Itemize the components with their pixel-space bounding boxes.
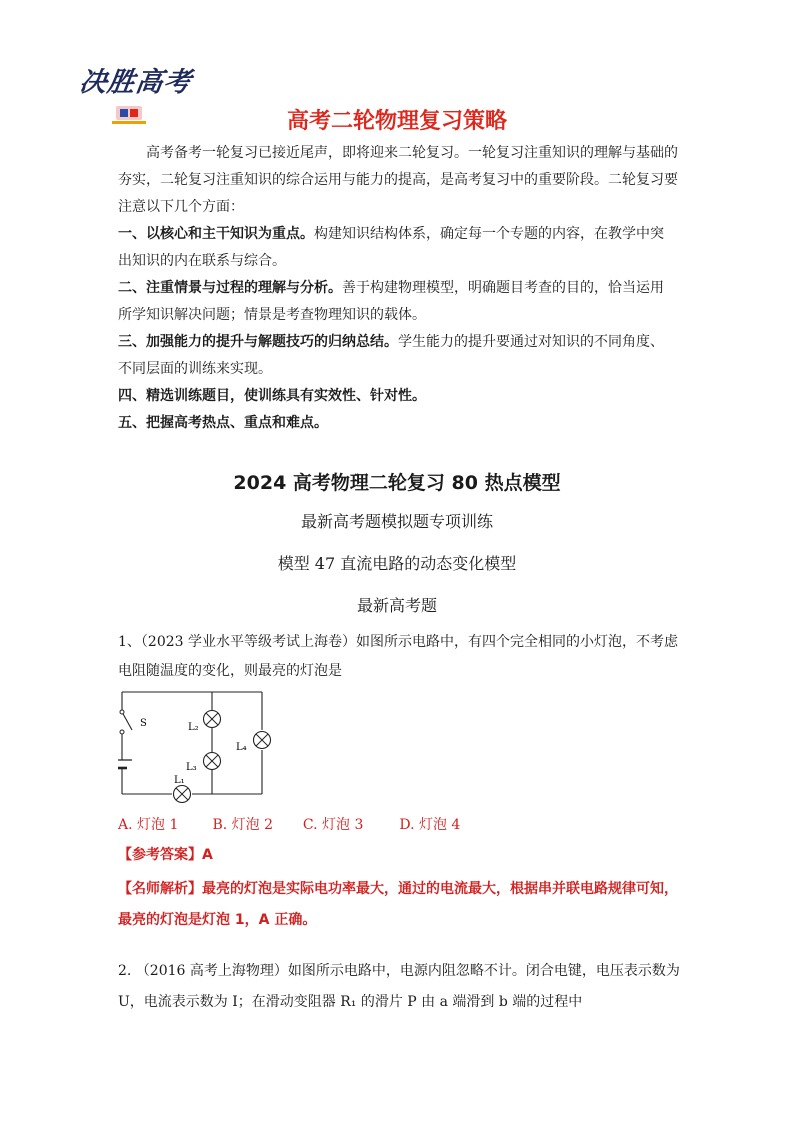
point-2-cont: 所学知识解决问题；情景是考查物理知识的载体。 xyxy=(118,307,426,323)
switch-icon xyxy=(120,710,124,714)
point-3-cont: 不同层面的训练来实现。 xyxy=(118,361,272,377)
point-1: 一、以核心和主干知识为重点。构建知识结构体系，确定每一个专题的内容，在教学中突 xyxy=(118,226,664,242)
label-switch: S xyxy=(140,718,147,729)
page-title: 高考二轮物理复习策略 xyxy=(286,109,507,134)
section-title: 2024 高考物理二轮复习 80 热点模型 xyxy=(233,472,561,494)
lamp-l2-icon xyxy=(204,711,221,728)
question-2 xyxy=(118,956,680,1018)
analysis-line: 最亮的灯泡是灯泡 1，A 正确。 xyxy=(118,912,317,928)
battery-icon xyxy=(118,760,132,768)
option-b: B. 灯泡 2 xyxy=(212,817,273,833)
strategy-points xyxy=(118,221,680,437)
analysis xyxy=(118,874,680,936)
point-2: 二、注重情景与过程的理解与分析。善于构建物理模型，明确题目考查的目的，恰当运用 xyxy=(118,280,664,296)
intro-paragraph xyxy=(118,140,680,221)
point-4: 四、精选训练题目，使训练具有实效性、针对性。 xyxy=(118,388,426,404)
question-1-options xyxy=(118,814,618,834)
logo-text: 决胜高考 xyxy=(77,67,194,98)
question-1-line: 1、（2023 学业水平等级考试上海卷）如图所示电路中，有四个完全相同的小灯泡，不考虑 xyxy=(118,634,678,650)
subsection-heading: 最新高考题 xyxy=(356,596,437,615)
lamp-l3-icon xyxy=(204,753,221,770)
question-1-line: 电阻随温度的变化，则最亮的灯泡是 xyxy=(118,663,342,679)
question-1 xyxy=(118,628,680,686)
label-l4: L₄ xyxy=(236,742,247,753)
option-c: C. 灯泡 3 xyxy=(302,817,364,833)
answer-label: 【参考答案】 xyxy=(118,847,202,863)
label-l1: L₁ xyxy=(174,775,185,786)
question-2-line: 2. （2016 高考上海物理）如图所示电路中，电源内阻忽略不计。闭合电键，电压表示数为 xyxy=(118,963,680,979)
point-1-cont: 出知识的内在联系与综合。 xyxy=(118,253,286,269)
point-5: 五、把握高考热点、重点和难点。 xyxy=(118,415,328,431)
option-a: A. 灯泡 1 xyxy=(118,817,179,833)
intro-line: 高考备考一轮复习已接近尾声，即将迎来二轮复习。一轮复习注重知识的理解与基础的 xyxy=(146,145,678,161)
analysis-line: 最亮的灯泡是实际电功率最大，通过的电流最大，根据串并联电路规律可知， xyxy=(202,881,678,897)
section-subtitle: 最新高考题模拟题专项训练 xyxy=(300,512,493,531)
analysis-label: 【名师解析】 xyxy=(118,881,202,897)
model-title: 模型 47 直流电路的动态变化模型 xyxy=(277,554,517,573)
answer-value: A xyxy=(202,847,213,863)
lamp-l1-icon xyxy=(174,786,191,803)
answer-line xyxy=(118,842,680,869)
label-l2: L₂ xyxy=(188,722,199,733)
lamp-l4-icon xyxy=(254,732,271,749)
question-2-line: U，电流表示数为 I；在滑动变阻器 R₁ 的滑片 P 由 a 端滑到 b 端的过程中 xyxy=(118,994,583,1010)
option-d: D. 灯泡 4 xyxy=(399,817,461,833)
point-3: 三、加强能力的提升与解题技巧的归纳总结。学生能力的提升要通过对知识的不同角度、 xyxy=(118,334,664,350)
label-l3: L₃ xyxy=(186,762,197,773)
intro-line: 注意以下几个方面： xyxy=(118,199,244,215)
circuit-diagram xyxy=(118,688,278,810)
intro-line: 夯实，二轮复习注重知识的综合运用与能力的提高，是高考复习中的重要阶段。二轮复习要 xyxy=(118,172,678,188)
